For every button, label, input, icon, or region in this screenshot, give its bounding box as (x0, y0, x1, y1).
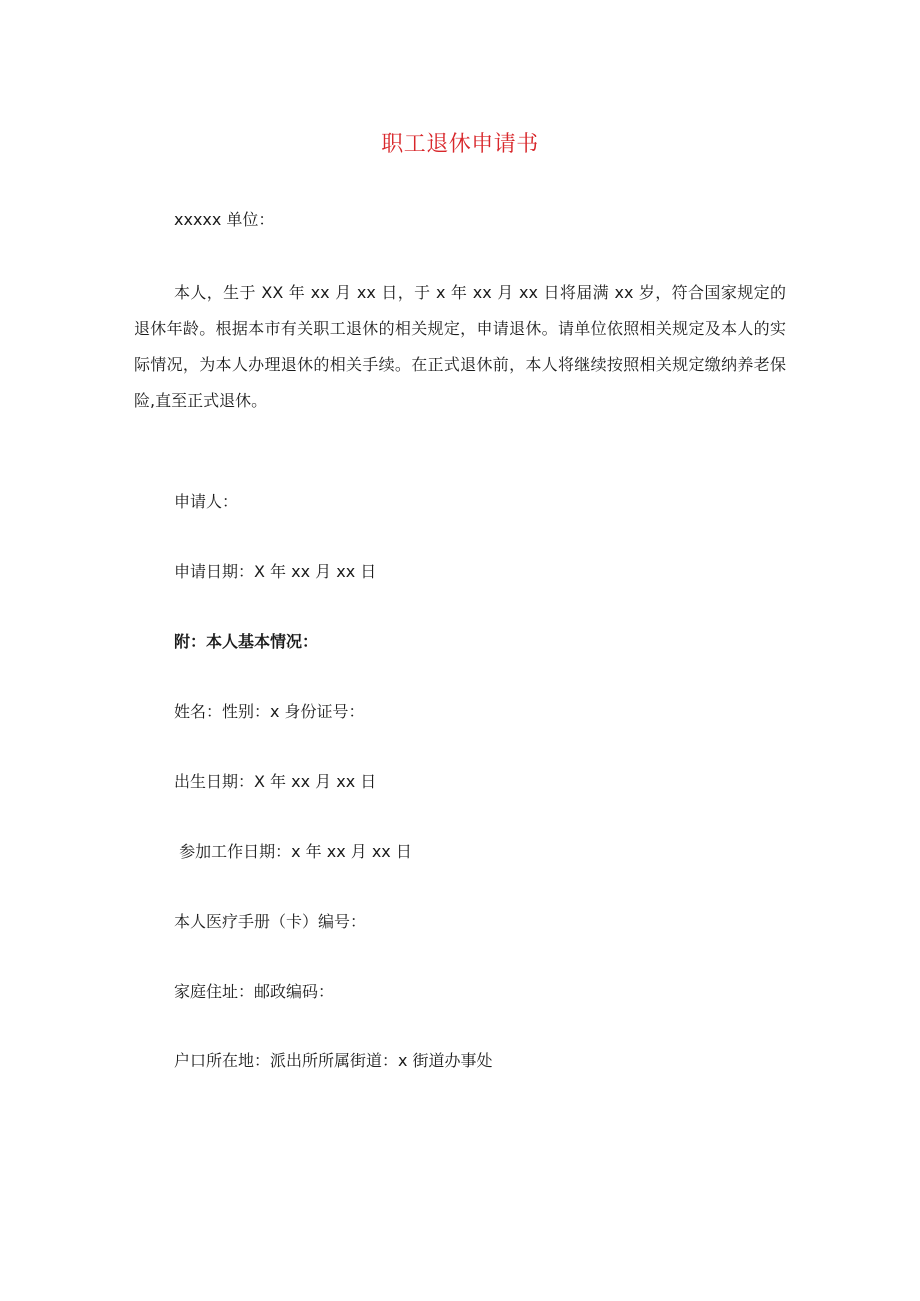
work-start-date-line: 参加工作日期：x 年 xx 月 xx 日 (174, 842, 412, 861)
addressee-line: xxxxx 单位： (174, 210, 275, 229)
body-paragraph: 本人，生于 XX 年 xx 月 xx 日，于 x 年 xx 月 xx 日将届满 xx 岁，符合国家规定的退休年龄。根据本市有关职工退休的相关规定，申请退休。请单位依照相关规定及本人的实际情况，为本人办理退休的相关手续。在正式退休前，本人将继续按照相关规定缴纳养老保险,直至正式退休。 (134, 283, 786, 410)
household-registration-line: 户口所在地：派出所所属街道：x 街道办事处 (174, 1051, 493, 1070)
applicant-line: 申请人： (174, 492, 239, 511)
medical-card-line: 本人医疗手册（卡）编号： (174, 912, 367, 931)
apply-date-line: 申请日期：X 年 xx 月 xx 日 (174, 562, 377, 581)
appendix-heading: 附：本人基本情况： (174, 632, 319, 651)
name-gender-id-line: 姓名：性别：x 身份证号： (174, 702, 365, 721)
home-address-line: 家庭住址：邮政编码： (174, 982, 335, 1001)
document-title: 职工退休申请书 (381, 132, 539, 157)
birth-date-line: 出生日期：X 年 xx 月 xx 日 (174, 772, 377, 791)
